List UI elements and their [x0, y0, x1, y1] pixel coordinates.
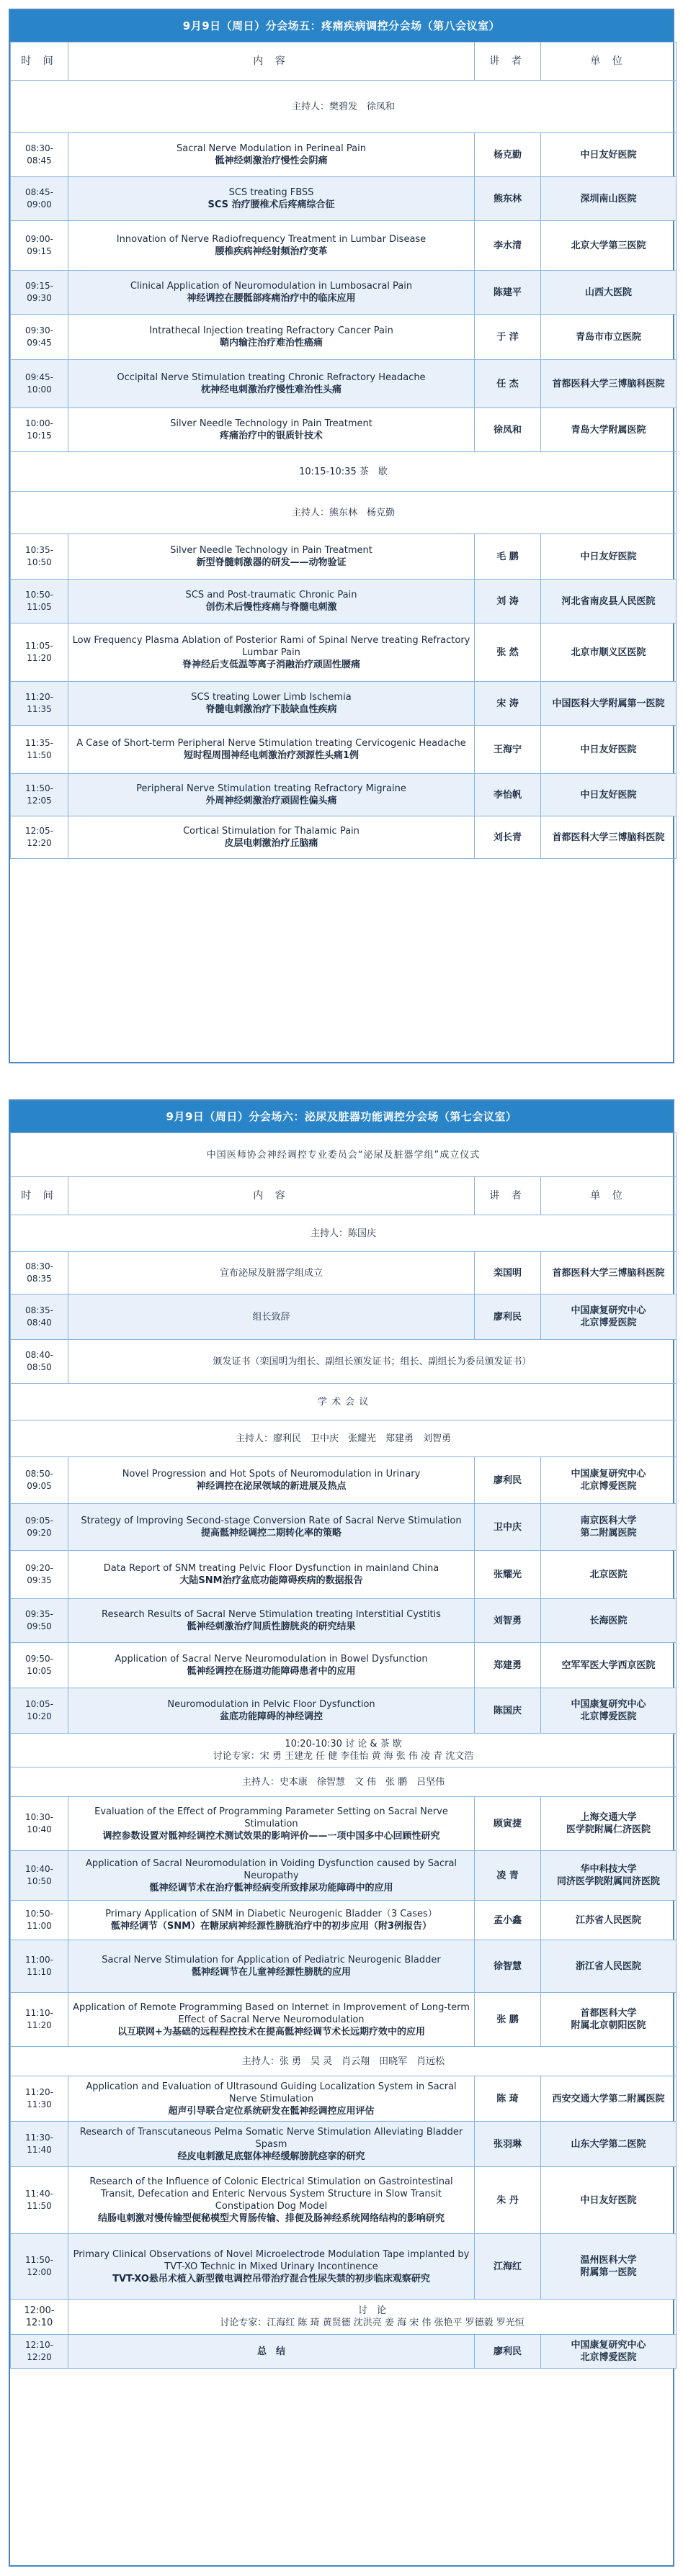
content-cell — [68, 726, 475, 774]
english-title: Data Report of SNM treating Pelvic Floor Dysfunction in mainland China — [103, 1563, 439, 1574]
session-six — [9, 1099, 674, 2567]
session-six-title: 9月9日（周日）分会场六：泌尿及脏器功能调控分会场（第七会议室） — [10, 1101, 673, 1132]
speaker-cell: 杨克勤 — [475, 133, 541, 177]
unit-cell: 北京市顺义区医院 — [541, 623, 677, 682]
unit-cell: 西安交通大学第二附属医院 — [541, 2076, 677, 2122]
content-cell — [68, 133, 475, 177]
speaker-cell: 张耀光 — [475, 1551, 541, 1599]
header-speaker: 讲 者 — [475, 1177, 541, 1215]
chinese-title: 经皮电刺激足底躯体神经缓解膀胱痉挛的研究 — [177, 2151, 365, 2162]
unit-cell: 中日友好医院 — [541, 534, 677, 580]
header-content: 内 容 — [68, 42, 475, 81]
table-row — [11, 1294, 677, 1340]
time-cell: 09:45-10:00 — [11, 360, 68, 408]
content-cell — [68, 408, 475, 452]
table-row — [11, 1504, 677, 1551]
chair-row: 主持人：廖利民 卫中庆 张耀光 郑建勇 刘智勇 — [11, 1420, 677, 1457]
table-row — [11, 408, 677, 452]
table-row — [11, 1340, 677, 1384]
table-row — [11, 1851, 677, 1901]
unit-cell: 青岛市市立医院 — [541, 315, 677, 360]
speaker-cell: 陈建平 — [475, 271, 541, 315]
english-title: Application of Sacral Neuromodulation in Voiding Dysfunction caused by Sacral Neuropathy — [85, 1857, 457, 1881]
unit-cell: 北京大学第三医院 — [541, 221, 677, 271]
table-row — [11, 726, 677, 774]
header-speaker: 讲 者 — [475, 42, 541, 81]
founding-ceremony-row: 中国医师协会神经调控专业委员会“泌尿及脏器学组”成立仪式 — [11, 1133, 677, 1177]
chinese-title: 短时程周围神经电刺激治疗颈源性头痛1例 — [183, 750, 360, 761]
content-cell — [68, 1797, 475, 1851]
english-title: Strategy of Improving Second-stage Conversion Rate of Sacral Nerve Stimulation — [81, 1516, 462, 1526]
english-title: Novel Progression and Hot Spots of Neuromodulation in Urinary — [122, 1469, 421, 1480]
table-row — [11, 1797, 677, 1851]
speaker-cell: 郑建勇 — [475, 1643, 541, 1688]
table-row — [11, 774, 677, 816]
table-row — [11, 1901, 677, 1940]
table-row — [11, 534, 677, 580]
english-title: Low Frequency Plasma Ablation of Posterior Rami of Spinal Nerve treating Refractory Lumbar Pain — [72, 634, 470, 658]
chinese-title: 宣布泌尿及脏器学组成立 — [219, 1267, 323, 1279]
chinese-title: TVT-XO悬吊术植入新型微电调控吊带治疗混合性尿失禁的初步临床观察研究 — [112, 2273, 430, 2284]
table-row — [11, 1252, 677, 1294]
english-title: Silver Needle Technology in Pain Treatment — [170, 418, 372, 429]
table-row — [11, 2234, 677, 2300]
time-cell: 11:10-11:20 — [11, 1993, 68, 2047]
time-cell: 09:50-10:05 — [11, 1643, 68, 1688]
time-cell: 08:45-09:00 — [11, 177, 68, 221]
table-row — [11, 623, 677, 682]
chinese-title: 盆底功能障碍的神经调控 — [219, 1711, 323, 1722]
unit-cell: 中国康复研究中心 北京博爱医院 — [541, 1294, 677, 1340]
table-row — [11, 221, 677, 271]
time-cell: 11:00-11:10 — [11, 1940, 68, 1993]
table-row — [11, 2122, 677, 2167]
chair-row: 主持人：陈国庆 — [11, 1215, 677, 1252]
header-unit: 单 位 — [541, 1177, 677, 1215]
speaker-cell: 刘 涛 — [475, 580, 541, 623]
table-row — [11, 682, 677, 726]
time-cell: 11:20-11:35 — [11, 682, 68, 726]
speaker-cell: 刘长青 — [475, 816, 541, 859]
chinese-title: 创伤术后慢性疼痛与脊髓电刺激 — [205, 602, 337, 613]
speaker-cell: 卫中庆 — [475, 1504, 541, 1551]
chinese-title: 皮层电刺激治疗丘脑痛 — [224, 838, 318, 849]
header-content: 内 容 — [68, 1177, 475, 1215]
content-cell — [68, 2122, 475, 2167]
speaker-cell: 栾国明 — [475, 1252, 541, 1294]
content-cell — [68, 682, 475, 726]
content-cell — [68, 271, 475, 315]
break-discussants: 讨论专家：宋 勇 王建龙 任 健 李佳怡 黄 海 张 伟 凌 青 沈文浩 — [213, 1751, 474, 1762]
time-cell: 11:40-11:50 — [11, 2167, 68, 2234]
time-cell: 12:00-12:10 — [11, 2300, 68, 2335]
time-cell: 09:35-09:50 — [11, 1599, 68, 1643]
chair-row: 主持人：张 勇 吴 灵 肖云翔 田晓军 肖远松 — [11, 2047, 677, 2076]
unit-cell: 中国康复研究中心 北京博爱医院 — [541, 1688, 677, 1734]
english-title: Research Results of Sacral Nerve Stimulation treating Interstitial Cystitis — [102, 1609, 441, 1620]
time-cell: 11:20-11:30 — [11, 2076, 68, 2122]
chinese-title: 颁发证书（栾国明为组长、副组长颁发证书；组长、副组长为委员颁发证书） — [213, 1356, 532, 1367]
speaker-cell: 张 然 — [475, 623, 541, 682]
speaker-cell: 刘智勇 — [475, 1599, 541, 1643]
chinese-title: 骶神经调节术在治疗骶神经病变所致排尿功能障碍中的应用 — [149, 1882, 393, 1893]
time-cell: 08:35-08:40 — [11, 1294, 68, 1340]
table-row — [11, 315, 677, 360]
content-cell — [68, 1851, 475, 1901]
content-cell — [68, 177, 475, 221]
time-cell: 12:10-12:20 — [11, 2335, 68, 2369]
table-row — [11, 360, 677, 408]
chinese-title: 结肠电刺激对慢传输型便秘模型犬胃肠传输、排便及肠神经系统网络结构的影响研究 — [97, 2213, 445, 2224]
speaker-cell: 熊东林 — [475, 177, 541, 221]
time-cell: 10:40-10:50 — [11, 1851, 68, 1901]
english-title: Intrathecal Injection treating Refractory Cancer Pain — [149, 325, 393, 336]
speaker-cell: 张羽琳 — [475, 2122, 541, 2167]
unit-cell: 上海交通大学 医学院附属仁济医院 — [541, 1797, 677, 1851]
chinese-title: 大陆SNM治疗盆底功能障碍疾病的数据报告 — [179, 1575, 363, 1586]
speaker-cell: 李水清 — [475, 221, 541, 271]
content-cell — [68, 1551, 475, 1599]
content-cell — [68, 2234, 475, 2300]
table-row — [11, 1551, 677, 1599]
time-cell: 10:30-10:40 — [11, 1797, 68, 1851]
session-five-table — [10, 42, 677, 859]
discussion-experts: 讨论专家：江海红 陈 琦 黄贤德 沈洪亮 姜 海 宋 伟 张艳平 罗德毅 罗光恒 — [220, 2318, 524, 2328]
english-title: Sacral Nerve Stimulation for Application of Pediatric Neurogenic Bladder — [102, 1955, 441, 1965]
unit-cell: 河北省南皮县人民医院 — [541, 580, 677, 623]
time-cell: 10:50-11:00 — [11, 1901, 68, 1940]
unit-cell: 中日友好医院 — [541, 2167, 677, 2234]
unit-cell: 江苏省人民医院 — [541, 1901, 677, 1940]
content-cell — [68, 2167, 475, 2234]
chinese-title: 外周神经刺激治疗顽固性偏头痛 — [205, 796, 337, 806]
time-cell: 08:30-08:35 — [11, 1252, 68, 1294]
unit-cell: 深圳南山医院 — [541, 177, 677, 221]
speaker-cell: 王海宁 — [475, 726, 541, 774]
chinese-title: 枕神经电刺激治疗慢性难治性头痛 — [200, 384, 342, 395]
speaker-cell: 李怡帆 — [475, 774, 541, 816]
english-title: SCS treating FBSS — [228, 187, 314, 198]
table-row — [11, 1457, 677, 1504]
unit-cell: 首都医科大学三博脑科医院 — [541, 816, 677, 859]
unit-cell: 温州医科大学 附属第一医院 — [541, 2234, 677, 2300]
chinese-title: SCS 治疗腰椎术后疼痛综合征 — [207, 199, 335, 210]
table-row — [11, 816, 677, 859]
unit-cell: 浙江省人民医院 — [541, 1940, 677, 1993]
chinese-title: 鞘内输注治疗难治性癌痛 — [219, 338, 323, 348]
english-title: Sacral Nerve Modulation in Perineal Pain — [177, 143, 366, 154]
english-title: Cortical Stimulation for Thalamic Pain — [183, 826, 360, 837]
chinese-title: 提高骶神经调控二期转化率的策略 — [200, 1528, 342, 1539]
english-title: Research of the Influence of Colonic Electrical Stimulation on Gastrointestinal Transit, Defecation and Enteric Nervous System Structure in Slow Transit Constipation Dog Model — [89, 2176, 453, 2212]
content-cell — [68, 816, 475, 859]
english-title: Primary Clinical Observations of Novel Microelectrode Modulation Tape implanted by TVT-XO Technic in Mixed Urinary Incontinence — [73, 2248, 470, 2272]
english-title: Application and Evaluation of Ultrasound Guiding Localization System in Sacral Nerve Stimulation — [86, 2081, 457, 2104]
content-cell — [68, 1457, 475, 1504]
chinese-title: 神经调控在泌尿领域的新进展及热点 — [196, 1481, 347, 1492]
table-row — [11, 2076, 677, 2122]
table-row — [11, 1940, 677, 1993]
speaker-cell: 廖利民 — [475, 1457, 541, 1504]
unit-cell: 中日友好医院 — [541, 133, 677, 177]
content-cell — [68, 1688, 475, 1734]
content-cell — [68, 1599, 475, 1643]
summary-cell: 总 结 — [68, 2335, 475, 2369]
unit-cell: 中日友好医院 — [541, 726, 677, 774]
chair-row: 主持人：熊东林 杨克勤 — [11, 492, 677, 534]
speaker-cell: 陈 琦 — [475, 2076, 541, 2122]
header-unit: 单 位 — [541, 42, 677, 81]
speaker-cell: 凌 青 — [475, 1851, 541, 1901]
speaker-cell: 陈国庆 — [475, 1688, 541, 1734]
unit-cell: 长海医院 — [541, 1599, 677, 1643]
table-row — [11, 271, 677, 315]
english-title: SCS and Post-traumatic Chronic Pain — [185, 590, 357, 600]
time-cell: 11:05-11:20 — [11, 623, 68, 682]
time-cell: 08:30-08:45 — [11, 133, 68, 177]
chinese-title: 神经调控在腰骶部疼痛治疗中的临床应用 — [187, 293, 356, 304]
speaker-cell: 张 鹏 — [475, 1993, 541, 2047]
speaker-cell: 孟小鑫 — [475, 1901, 541, 1940]
header-time: 时 间 — [11, 42, 68, 81]
content-cell — [68, 1993, 475, 2047]
time-cell: 09:00-09:15 — [11, 221, 68, 271]
english-title: A Case of Short-term Peripheral Nerve Stimulation treating Cervicogenic Headache — [76, 738, 466, 749]
header-time: 时 间 — [11, 1177, 68, 1215]
chinese-title: 以互联网+为基础的远程程控技术在提高骶神经调节术长远期疗效中的应用 — [117, 2026, 425, 2037]
speaker-cell: 毛 鹏 — [475, 534, 541, 580]
english-title: SCS treating Lower Limb Ischemia — [191, 692, 352, 703]
chinese-title: 脊神经后支低温等离子消融治疗顽固性腰痛 — [182, 659, 360, 670]
english-title: Peripheral Nerve Stimulation treating Refractory Migraine — [136, 783, 406, 794]
table-row — [11, 2167, 677, 2234]
session-six-table — [10, 1132, 677, 2369]
unit-cell: 青岛大学附属医院 — [541, 408, 677, 452]
chinese-title: 骶神经调节（SNM）在糖尿病神经源性膀胱治疗中的初步应用（附3例报告） — [110, 1921, 432, 1932]
table-header — [11, 42, 677, 81]
time-cell: 11:50-12:00 — [11, 2234, 68, 2300]
discussion-title: 讨 论 — [358, 2305, 387, 2316]
content-cell — [68, 1940, 475, 1993]
chinese-title: 骶神经调节在儿童神经源性膀胱的应用 — [191, 1967, 351, 1978]
table-header — [11, 1177, 677, 1215]
content-cell — [68, 1294, 475, 1340]
speaker-cell: 朱 丹 — [475, 2167, 541, 2234]
table-row — [11, 1993, 677, 2047]
content-cell — [68, 774, 475, 816]
english-title: Application of Sacral Nerve Neuromodulation in Bowel Dysfunction — [115, 1654, 428, 1665]
table-row — [11, 580, 677, 623]
speaker-cell: 徐凤和 — [475, 408, 541, 452]
speaker-cell: 廖利民 — [475, 2335, 541, 2369]
chinese-title: 骶神经刺激治疗慢性会阴痛 — [215, 156, 328, 166]
time-cell: 08:40-08:50 — [11, 1340, 68, 1384]
session-five — [9, 9, 674, 1063]
speaker-cell: 江海红 — [475, 2234, 541, 2300]
table-row — [11, 1599, 677, 1643]
chinese-title: 疼痛治疗中的银质针技术 — [219, 431, 323, 441]
content-cell — [68, 580, 475, 623]
table-row — [11, 133, 677, 177]
table-row — [11, 1643, 677, 1688]
chinese-title: 骶神经调控在肠道功能障碍患者中的应用 — [187, 1666, 356, 1677]
unit-cell: 中国康复研究中心 北京博爱医院 — [541, 1457, 677, 1504]
chinese-title: 超声引导联合定位系统研发在骶神经调控应用评估 — [168, 2105, 375, 2117]
unit-cell: 首都医科大学三博脑科医院 — [541, 360, 677, 408]
time-cell: 09:30-09:45 — [11, 315, 68, 360]
speaker-cell: 于 洋 — [475, 315, 541, 360]
content-cell — [68, 1504, 475, 1551]
unit-cell: 首都医科大学三博脑科医院 — [541, 1252, 677, 1294]
speaker-cell: 宋 涛 — [475, 682, 541, 726]
chinese-title: 调控参数设置对骶神经调控术测试效果的影响评价——一项中国多中心回顾性研究 — [102, 1830, 440, 1842]
content-cell — [68, 360, 475, 408]
break-row — [11, 1734, 677, 1767]
content-cell — [68, 623, 475, 682]
english-title: Primary Application of SNM in Diabetic Neurogenic Bladder（3 Cases） — [105, 1909, 437, 1919]
content-cell — [68, 221, 475, 271]
unit-cell: 空军军医大学西京医院 — [541, 1643, 677, 1688]
chair-row: 主持人：史本康 徐智慧 文 伟 张 鹏 吕坚伟 — [11, 1767, 677, 1797]
chair-row: 主持人：樊碧发 徐凤和 — [11, 81, 677, 133]
content-cell — [68, 534, 475, 580]
table-row — [11, 177, 677, 221]
speaker-cell: 顾寅捷 — [475, 1797, 541, 1851]
content-cell — [68, 1252, 475, 1294]
time-cell: 09:05-09:20 — [11, 1504, 68, 1551]
english-title: Silver Needle Technology in Pain Treatment — [170, 545, 372, 556]
unit-cell: 中国医科大学附属第一医院 — [541, 682, 677, 726]
time-cell: 09:15-09:30 — [11, 271, 68, 315]
time-cell: 09:20-09:35 — [11, 1551, 68, 1599]
unit-cell: 首都医科大学 附属北京朝阳医院 — [541, 1993, 677, 2047]
break-row: 10:15-10:35 茶 歇 — [11, 452, 677, 492]
content-cell — [68, 1901, 475, 1940]
content-cell — [68, 1340, 677, 1384]
chinese-title: 脊髓电刺激治疗下肢缺血性疾病 — [205, 704, 337, 715]
unit-cell: 中国康复研究中心 北京博爱医院 — [541, 2335, 677, 2369]
content-cell — [68, 2076, 475, 2122]
time-cell: 11:50-12:05 — [11, 774, 68, 816]
table-row — [11, 1688, 677, 1734]
time-cell: 11:30-11:40 — [11, 2122, 68, 2167]
session-five-title: 9月9日（周日）分会场五：疼痛疾病调控分会场（第八会议室） — [10, 10, 673, 42]
unit-cell: 中日友好医院 — [541, 774, 677, 816]
time-cell: 10:35-10:50 — [11, 534, 68, 580]
english-title: Neuromodulation in Pelvic Floor Dysfunction — [167, 1699, 375, 1710]
time-cell: 10:05-10:20 — [11, 1688, 68, 1734]
speaker-cell: 廖利民 — [475, 1294, 541, 1340]
break-title: 10:20-10:30 讨 论 & 茶 歇 — [285, 1739, 402, 1749]
english-title: Occipital Nerve Stimulation treating Chronic Refractory Headache — [117, 372, 426, 383]
time-cell: 11:35-11:50 — [11, 726, 68, 774]
chinese-title: 骶神经刺激治疗间质性膀胱炎的研究结果 — [187, 1621, 356, 1632]
time-cell: 10:50-11:05 — [11, 580, 68, 623]
content-cell — [68, 1643, 475, 1688]
speaker-cell: 任 杰 — [475, 360, 541, 408]
chinese-title: 组长致辞 — [252, 1311, 290, 1323]
english-title: Application of Remote Programming Based on Internet in Improvement of Long-term Effect of Sacral Nerve Neuromodulation — [73, 2001, 470, 2025]
academic-session-row: 学 术 会 议 — [11, 1384, 677, 1420]
unit-cell: 华中科技大学 同济医学院附属同济医院 — [541, 1851, 677, 1901]
time-cell: 12:05-12:20 — [11, 816, 68, 859]
unit-cell: 南京医科大学 第二附属医院 — [541, 1504, 677, 1551]
content-cell — [68, 315, 475, 360]
speaker-cell: 徐智慧 — [475, 1940, 541, 1993]
english-title: Innovation of Nerve Radiofrequency Treatment in Lumbar Disease — [116, 234, 427, 245]
time-cell: 08:50-09:05 — [11, 1457, 68, 1504]
chinese-title: 新型脊髓刺激器的研发——动物验证 — [196, 557, 347, 568]
english-title: Clinical Application of Neuromodulation in Lumbosacral Pain — [130, 281, 413, 292]
unit-cell: 北京医院 — [541, 1551, 677, 1599]
unit-cell: 山东大学第二医院 — [541, 2122, 677, 2167]
chinese-title: 腰椎疾病神经射频治疗变革 — [215, 246, 328, 257]
time-cell: 10:00-10:15 — [11, 408, 68, 452]
unit-cell: 山西大医院 — [541, 271, 677, 315]
english-title: Evaluation of the Effect of Programming Parameter Setting on Sacral Nerve Stimulation — [94, 1806, 448, 1829]
english-title: Research of Transcutaneous Pelma Somatic Nerve Stimulation Alleviating Bladder Spasm — [79, 2126, 463, 2150]
discussion-cell — [68, 2300, 677, 2335]
